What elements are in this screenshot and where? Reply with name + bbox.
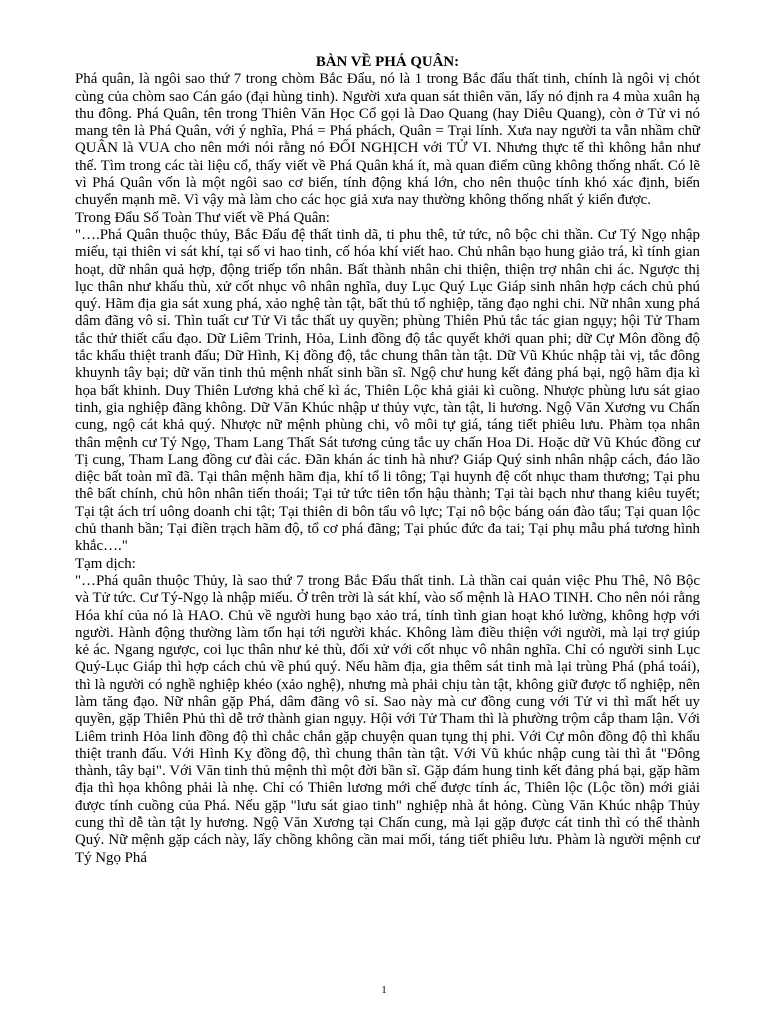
source-intro-line: Trong Đẩu Số Toàn Thư viết về Phá Quân:	[75, 209, 330, 226]
intro-paragraph: Phá quân, là ngôi sao thứ 7 trong chòm Bắc Đẩu, nó là 1 trong Bắc đẩu thất tinh, chính là ngôi vị chót cùng của chòm sao Cán gáo (đại hùng tinh). Người xưa quan sát thiên văn, lấy nó định ra 4 mùa xuân hạ thu đông. Phá Quân, tên trong Thiên Văn Học Cổ gọi là Dao Quang (hay Diêu Quang), còn ở Tử vi nó mang tên là Phá Quân, với ý nghĩa, Phá = Phá phách, Quân = Trại lính. Xưa nay người ta vẫn nhầm chữ QUÂN là VUA cho nên mới nói rằng nó ĐỐI NGHỊCH với TỬ VI. Nhưng thực tế thì không hẳn như thế. Tìm trong các tài liệu cổ, thấy viết về Phá Quân khá ít, mà quan điểm cũng không thống nhất. Có lẽ vì Phá Quân vốn là một ngôi sao cơ biến, tính động khá lớn, cho nên thuộc tính khó xác định, biến chuyển mạnh mẽ. Vì vậy mà làm cho các học giả xưa nay thường không thống nhất ý kiến được.	[75, 71, 700, 209]
document-title: BÀN VỀ PHÁ QUÂN:	[315, 54, 460, 70]
document-page	[75, 54, 700, 867]
translation-paragraph: "…Phá quân thuộc Thủy, là sao thứ 7 trong Bắc Đẩu thất tinh. Là thần cai quản việc Phu Thê, Nô Bộc và Tử tức. Cư Tý-Ngọ là nhập miếu. Ở trên trời là sát khí, vào số mệnh là HAO TINH. Cho nên nói rằng Hóa khí của nó là HAO. Chủ về người hung bạo xảo trá, tính tình gian hoạt khó lường, không hợp với người. Hành động thường làm tổn hại tới người khác. Không làm điều thiện với người, mà lại trợ giúp kẻ ác. Ngang ngược, coi lục thân như kẻ thù, đối xử với cốt nhục vô nhân nghĩa. Chỉ có người sinh Lục Quý-Lục Giáp thì hợp cách chủ về phú quý. Nếu hãm địa, gia thêm sát tinh mà lại trùng Phá (phá toái), thì là người có nghề nghiệp khéo (xảo nghệ), nhưng mà phải chịu tàn tật, không giữ được tổ nghiệp, nên làm tăng đạo. Nữ nhân gặp Phá, dâm đãng vô sỉ. Sao này mà cư đồng cung với Tử vi thì mất hết uy quyền, gặp Thiên Phủ thì dễ trở thành gian ngụy. Hội với Tử Tham thì là phường trộm cắp tham lận. Với Liêm trinh Hỏa linh đồng độ thì chắc chắn gặp chuyện quan tụng thị phi. Với Cự môn đồng độ thì khẩu thiệt tranh đấu. Với Hình Kỵ đồng độ, thì chung thân tàn tật. Với Vũ khúc nhập cung tài thì ắt "Đông thành, tây bại". Với Văn tinh thủ mệnh thì một đời bần sĩ. Gặp đám hung tinh kết đảng phá bại, gặp hãm địa thì họa không phải là nhẹ. Chỉ có Thiên lương mới chế được tính ác, Thiên lộc (Lộc tồn) mới giải được tính cuồng của Phá. Nếu gặp "lưu sát giao tinh" nghiệp nhà ắt hỏng. Cùng Văn Khúc nhập Thủy cung thì dễ tàn tật ly hương. Ngộ Văn Xương tại Chấn cung, mà lại gặp được cát tinh thì có thể thành Quý. Nữ mệnh gặp cách này, lấy chồng không cần mai mối, táng tiết phiêu lưu. Phàm là người mệnh cư Tý Ngọ Phá	[75, 572, 700, 866]
original-quote-paragraph: "….Phá Quân thuộc thủy, Bắc Đẩu đệ thất tinh dã, ti phu thê, tử tức, nô bộc chi thần. Cư Tý Ngọ nhập miếu, tại thiên vi sát khí, tại số vi hao tinh, cố hóa khí viết hao. Chủ nhân bạo hung giảo trá, kì tính gian hoạt, dữ nhân quả hợp, động triếp tổn nhân. Bất thành nhân chi thiện, thiện trợ nhân chi ác. Ngược thị lục thân như khấu thù, xử cốt nhục vô nhân nghĩa, duy Lục Quý Lục Giáp sinh nhân hợp cách chủ phú quý. Hãm địa gia sát xung phá, xảo nghệ tàn tật, bất thủ tổ nghiệp, tăng đạo nghi chi. Nữ nhân xung phá dâm đãng vô sỉ. Thìn tuất cư Tử Vi tắc thất uy quyền; phùng Thiên Phủ tắc tác gian ngụy; hội Tử Tham tắc thử thiết cẩu đạo. Dữ Liêm Trinh, Hỏa, Linh đồng độ tắc quyết khởi quan phi; dữ Cự Môn đồng độ tắc khẩu thiệt tranh đấu; Dữ Hình, Kị đồng độ, tắc chung thân tàn tật. Dữ Vũ Khúc nhập tài vị, tắc đông khuynh tây bại; dữ văn tinh thủ mệnh nhất sinh bần sĩ. Ngộ chư hung kết đảng phá bại, ngộ hãm địa kì họa bất khinh. Duy Thiên Lương khả chế kì ác, Thiên Lộc khả giải kì cuồng. Nhược phùng lưu sát giao tinh, gia nghiệp đãng không. Dữ Văn Khúc nhập ư thủy vực, tàn tật, li hương. Ngộ Văn Xương vu Chấn cung, ngộ cát khả quý. Nhược nữ mệnh phùng chi, vô môi tự giá, táng tiết phiêu lưu. Phàm tọa nhân thân mệnh cư Tý Ngọ, Tham Lang Thất Sát tương củng tắc uy chấn Hoa Di. Hoặc dữ Vũ Khúc đồng cư Tị cung, Tham Lang đồng cư đài các. Đãn khán ác tinh hà như? Giáp Quý sinh nhân nhập cách, đáo lão diệc bất toàn mĩ đã. Tại thân mệnh hãm địa, khí tổ li tông; Tại huynh đệ cốt nhục tham thương; Tại phu thê bất chính, chủ hôn nhân tiến thoái; Tại tử tức tiên tổn hậu thành; Tại tài bạch như thang kiêu tuyết; Tại tật ách trí uông doanh chi tật; Tại thiên di bôn tẩu vô lực; Tại nô bộc báng oán đào tẩu; Tại quan lộc chủ thanh bần; Tại điền trạch hãm độ, tổ cơ phá đãng; Tại phúc đức đa tai; Tại phụ mẫu phá tương hình khắc…."	[75, 226, 700, 555]
page-number: 1	[381, 984, 387, 996]
translation-heading: Tạm dịch:	[75, 555, 136, 572]
